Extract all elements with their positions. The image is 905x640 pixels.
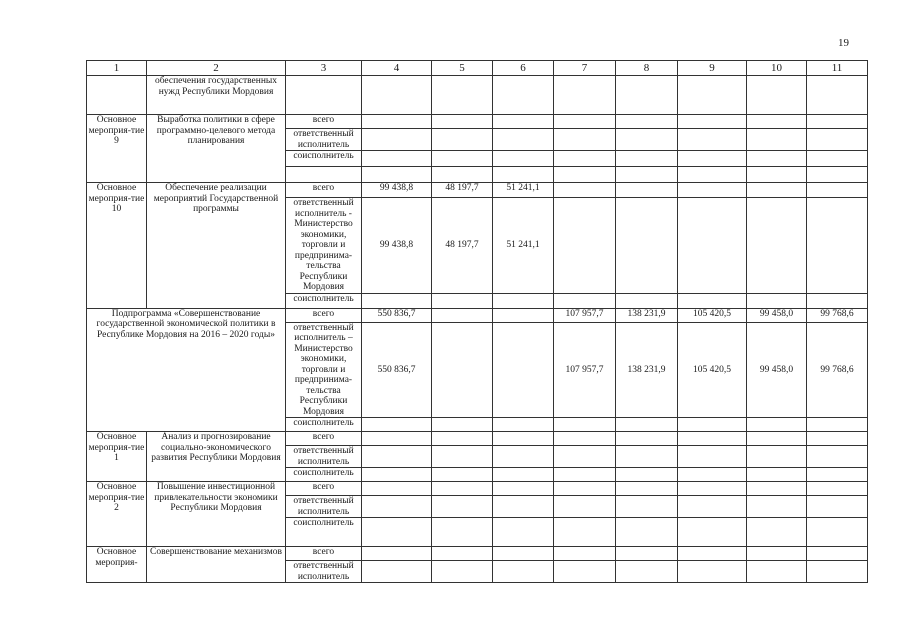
empty-cell: [807, 468, 868, 482]
empty-cell: [747, 151, 807, 167]
role-cell: всего: [286, 308, 362, 322]
empty-cell: [678, 293, 747, 308]
empty-cell: [362, 547, 432, 561]
empty-cell: [678, 561, 747, 583]
event-label: Основное мероприя-тие 10: [87, 183, 147, 309]
event-name: Повышение инвестиционной привлекательности экономики Республики Мордовия: [147, 482, 286, 547]
col-header: 4: [362, 61, 432, 76]
empty-cell: [554, 468, 616, 482]
value-cell: 51 241,1: [493, 198, 554, 294]
empty-cell: [493, 482, 554, 496]
empty-cell: [362, 115, 432, 129]
empty-cell: [678, 468, 747, 482]
empty-cell: [554, 547, 616, 561]
empty-cell: [807, 115, 868, 129]
empty-cell: [432, 76, 493, 115]
empty-cell: [747, 496, 807, 518]
empty-cell: [678, 446, 747, 468]
empty-cell: [493, 518, 554, 547]
empty-cell: [362, 76, 432, 115]
value-cell: 99 768,6: [807, 308, 868, 322]
empty-cell: [807, 418, 868, 432]
empty-cell: [747, 183, 807, 198]
empty-cell: [362, 432, 432, 446]
empty-cell: [678, 76, 747, 115]
empty-cell: [554, 129, 616, 151]
empty-cell: [432, 115, 493, 129]
empty-cell: [747, 446, 807, 468]
empty-cell: [432, 322, 493, 418]
empty-cell: [616, 129, 678, 151]
event-label: Основное мероприя-тие 1: [87, 432, 147, 482]
event-name: Обеспечение реализации мероприятий Государственной программы: [147, 183, 286, 309]
value-cell: 99 438,8: [362, 198, 432, 294]
col-header: 8: [616, 61, 678, 76]
empty-cell: [493, 167, 554, 183]
empty-cell: [678, 432, 747, 446]
value-cell: 99 458,0: [747, 308, 807, 322]
empty-cell: [87, 76, 147, 115]
col-header: 1: [87, 61, 147, 76]
role-cell: соисполнитель: [286, 293, 362, 308]
budget-table: [86, 60, 868, 583]
empty-cell: [678, 167, 747, 183]
col-header: 11: [807, 61, 868, 76]
empty-cell: [747, 293, 807, 308]
empty-cell: [432, 446, 493, 468]
empty-cell: [493, 76, 554, 115]
empty-cell: [678, 183, 747, 198]
page-number: 19: [838, 37, 849, 49]
empty-cell: [747, 418, 807, 432]
empty-cell: [747, 167, 807, 183]
value-cell: 105 420,5: [678, 322, 747, 418]
value-cell: 99 438,8: [362, 183, 432, 198]
value-cell: 107 957,7: [554, 322, 616, 418]
empty-cell: [432, 432, 493, 446]
empty-cell: [432, 151, 493, 167]
col-header: 2: [147, 61, 286, 76]
empty-cell: [807, 151, 868, 167]
event-name: Анализ и прогнозирование социально-экономического развития Республики Мордовия: [147, 432, 286, 482]
empty-cell: [362, 468, 432, 482]
empty-cell: [807, 129, 868, 151]
role-cell: ответственный исполнитель – Министерство экономики, торговли и предпринима-тельства Республики Мордовия: [286, 322, 362, 418]
empty-cell: [362, 561, 432, 583]
table-row: [87, 308, 868, 322]
empty-cell: [616, 76, 678, 115]
table-row: [87, 432, 868, 446]
role-cell: ответственный исполнитель: [286, 129, 362, 151]
role-cell: соисполнитель: [286, 518, 362, 547]
event-label: Основное мероприя-: [87, 547, 147, 583]
value-cell: 105 420,5: [678, 308, 747, 322]
empty-cell: [554, 151, 616, 167]
empty-cell: [678, 418, 747, 432]
empty-cell: [616, 547, 678, 561]
value-cell: 138 231,9: [616, 322, 678, 418]
empty-cell: [747, 115, 807, 129]
empty-cell: [432, 293, 493, 308]
empty-cell: [678, 129, 747, 151]
empty-cell: [432, 468, 493, 482]
role-cell: ответственный исполнитель - Министерство экономики, торговли и предпринима-тельства Республики Мордовия: [286, 198, 362, 294]
empty-cell: [616, 167, 678, 183]
empty-cell: [807, 561, 868, 583]
col-header: 5: [432, 61, 493, 76]
empty-cell: [747, 129, 807, 151]
empty-cell: [432, 496, 493, 518]
empty-cell: [493, 115, 554, 129]
empty-cell: [362, 418, 432, 432]
empty-cell: [807, 482, 868, 496]
empty-cell: [616, 561, 678, 583]
role-cell: всего: [286, 547, 362, 561]
empty-cell: [807, 183, 868, 198]
empty-cell: [747, 561, 807, 583]
empty-cell: [678, 151, 747, 167]
empty-cell: [493, 308, 554, 322]
empty-cell: [362, 151, 432, 167]
empty-cell: [362, 167, 432, 183]
empty-cell: [807, 198, 868, 294]
value-cell: 48 197,7: [432, 198, 493, 294]
empty-cell: [432, 129, 493, 151]
role-cell: всего: [286, 183, 362, 198]
header-row: [87, 61, 868, 76]
event-name: обеспечения государственных нужд Республики Мордовия: [147, 76, 286, 115]
col-header: 9: [678, 61, 747, 76]
empty-cell: [493, 547, 554, 561]
empty-cell: [554, 293, 616, 308]
empty-cell: [493, 561, 554, 583]
empty-cell: [554, 115, 616, 129]
empty-cell: [807, 167, 868, 183]
table-row: [87, 183, 868, 198]
empty-cell: [678, 518, 747, 547]
empty-cell: [616, 482, 678, 496]
empty-cell: [362, 518, 432, 547]
empty-cell: [554, 76, 616, 115]
empty-cell: [554, 446, 616, 468]
empty-cell: [493, 418, 554, 432]
event-label: Основное мероприя-тие 2: [87, 482, 147, 547]
empty-cell: [554, 198, 616, 294]
empty-cell: [616, 468, 678, 482]
empty-cell: [362, 293, 432, 308]
empty-cell: [678, 496, 747, 518]
empty-cell: [554, 518, 616, 547]
empty-cell: [554, 561, 616, 583]
empty-cell: [493, 151, 554, 167]
table-row: [87, 482, 868, 496]
empty-cell: [616, 446, 678, 468]
empty-cell: [616, 496, 678, 518]
empty-cell: [616, 151, 678, 167]
empty-cell: [616, 293, 678, 308]
empty-cell: [807, 496, 868, 518]
value-cell: 51 241,1: [493, 183, 554, 198]
empty-cell: [362, 129, 432, 151]
empty-cell: [616, 115, 678, 129]
event-label: Основное мероприя-тие 9: [87, 115, 147, 183]
value-cell: 138 231,9: [616, 308, 678, 322]
empty-cell: [747, 482, 807, 496]
empty-cell: [747, 518, 807, 547]
empty-cell: [554, 418, 616, 432]
event-name: Выработка политики в сфере программно-целевого метода планирования: [147, 115, 286, 183]
empty-cell: [747, 432, 807, 446]
value-cell: 550 836,7: [362, 308, 432, 322]
role-cell: ответственный исполнитель: [286, 446, 362, 468]
empty-cell: [493, 468, 554, 482]
role-cell: всего: [286, 115, 362, 129]
empty-cell: [807, 432, 868, 446]
empty-cell: [493, 432, 554, 446]
empty-cell: [554, 183, 616, 198]
table-row: [87, 547, 868, 561]
value-cell: 99 768,6: [807, 322, 868, 418]
empty-cell: [362, 446, 432, 468]
role-cell: ответственный исполнитель: [286, 496, 362, 518]
event-name: Совершенствование механизмов: [147, 547, 286, 583]
empty-cell: [807, 293, 868, 308]
table-row: [87, 115, 868, 129]
empty-cell: [747, 468, 807, 482]
empty-cell: [493, 322, 554, 418]
empty-cell: [678, 198, 747, 294]
role-cell: ответственный исполнитель: [286, 561, 362, 583]
role-cell: соисполнитель: [286, 151, 362, 167]
empty-cell: [432, 418, 493, 432]
role-cell: всего: [286, 482, 362, 496]
empty-cell: [432, 547, 493, 561]
empty-cell: [807, 547, 868, 561]
subprogram-title: Подпрограмма «Совершенствование государственной экономической политики в Республике Мордовия на 2016 – 2020 годы»: [87, 308, 286, 432]
empty-cell: [678, 482, 747, 496]
role-cell: всего: [286, 432, 362, 446]
col-header: 7: [554, 61, 616, 76]
empty-cell: [747, 547, 807, 561]
empty-cell: [616, 198, 678, 294]
empty-cell: [432, 482, 493, 496]
empty-cell: [432, 518, 493, 547]
role-cell: соисполнитель: [286, 418, 362, 432]
empty-cell: [286, 76, 362, 115]
empty-cell: [678, 547, 747, 561]
value-cell: 99 458,0: [747, 322, 807, 418]
empty-cell: [432, 561, 493, 583]
col-header: 3: [286, 61, 362, 76]
empty-cell: [362, 496, 432, 518]
empty-cell: [432, 167, 493, 183]
role-cell: соисполнитель: [286, 468, 362, 482]
table-row: [87, 76, 868, 115]
empty-cell: [616, 183, 678, 198]
empty-cell: [807, 518, 868, 547]
empty-cell: [554, 167, 616, 183]
col-header: 6: [493, 61, 554, 76]
empty-cell: [362, 482, 432, 496]
empty-cell: [678, 115, 747, 129]
empty-cell: [747, 198, 807, 294]
empty-cell: [286, 167, 362, 183]
empty-cell: [616, 432, 678, 446]
empty-cell: [554, 496, 616, 518]
value-cell: 550 836,7: [362, 322, 432, 418]
empty-cell: [432, 308, 493, 322]
empty-cell: [747, 76, 807, 115]
col-header: 10: [747, 61, 807, 76]
empty-cell: [493, 446, 554, 468]
empty-cell: [616, 418, 678, 432]
empty-cell: [807, 446, 868, 468]
empty-cell: [493, 293, 554, 308]
empty-cell: [554, 482, 616, 496]
empty-cell: [493, 129, 554, 151]
value-cell: 48 197,7: [432, 183, 493, 198]
empty-cell: [616, 518, 678, 547]
empty-cell: [554, 432, 616, 446]
value-cell: 107 957,7: [554, 308, 616, 322]
empty-cell: [493, 496, 554, 518]
empty-cell: [807, 76, 868, 115]
